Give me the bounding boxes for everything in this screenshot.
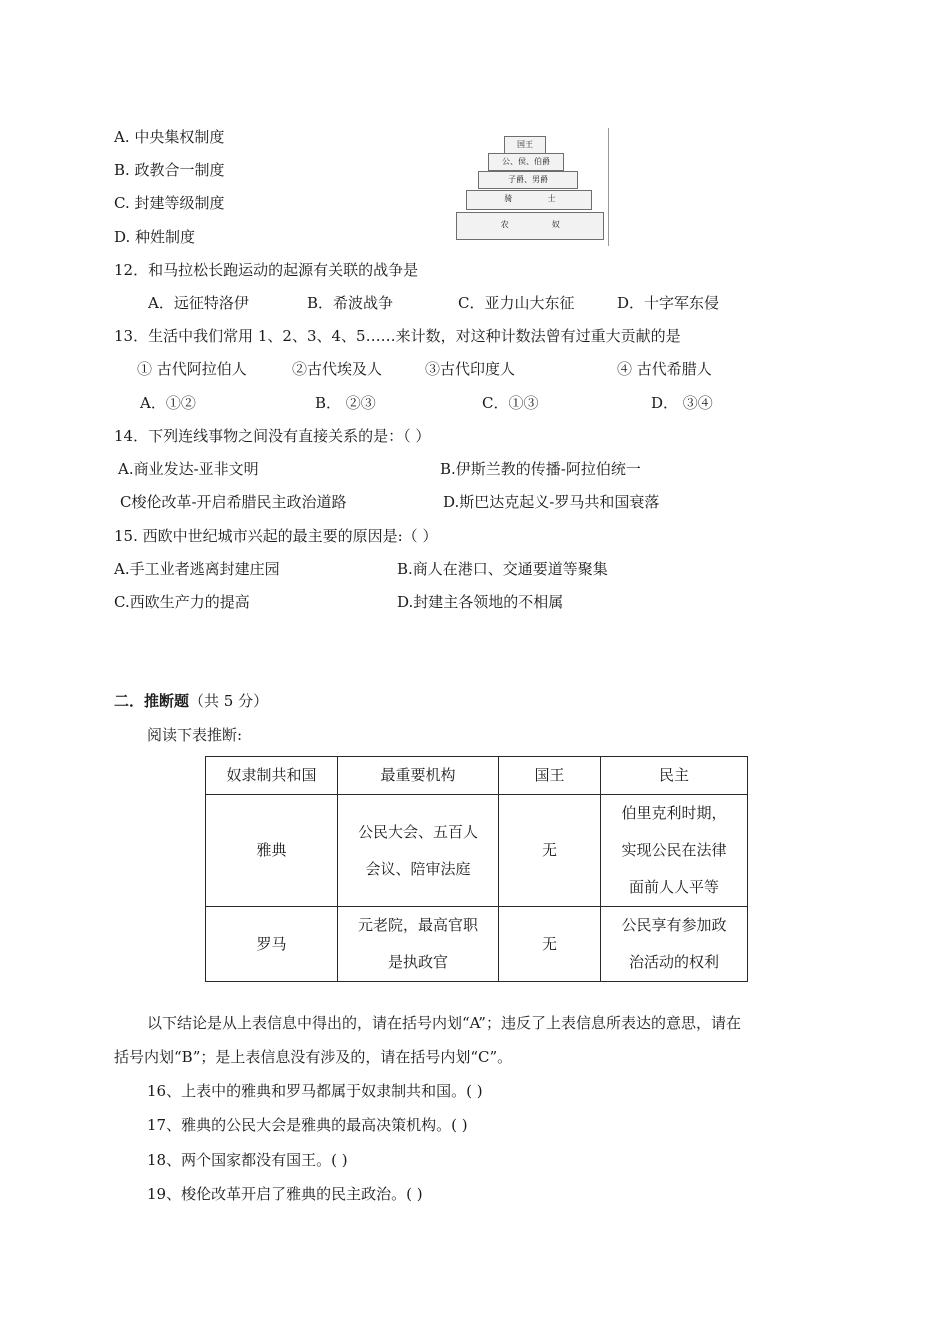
statement-16: 16、上表中的雅典和罗马都属于奴隶制共和国。( ) [147,1082,483,1100]
q12-option-c: C．亚力山大东征 [458,294,575,312]
feudal-pyramid-diagram [455,128,613,246]
q15-option-c: C.西欧生产力的提高 [114,593,250,611]
q13-option-c: C．①③ [482,394,539,412]
q12-option-d: D．十字军东侵 [617,294,720,312]
table-cell-democracy-line: 治活动的权利 [628,953,719,971]
table-cell-organ-line: 公民大会、五百人 [357,822,478,841]
table-cell-republic: 罗马 [206,907,338,982]
table-cell-republic: 雅典 [206,795,338,907]
q13-item-2: ②古代埃及人 [292,360,383,378]
table-row [206,907,748,982]
q13-option-d: D． ③④ [651,394,713,412]
pyramid-tier-dukes-label: 公、侯、伯爵 [502,157,550,166]
table-cell-organ [338,907,499,982]
table-cell-king: 无 [499,795,601,907]
q13-item-3: ③古代印度人 [425,360,516,378]
table-header-king: 国王 [499,757,601,795]
q12-option-a: A．远征特洛伊 [148,294,249,312]
q14-stem: 14．下列连线事物之间没有直接关系的是：（ ） [114,427,431,445]
pyramid-tier-dukes [488,153,564,171]
table-header-republic: 奴隶制共和国 [206,757,338,795]
pyramid-tier-viscounts [478,171,578,189]
q11-option-c: C. 封建等级制度 [114,194,225,212]
pyramid-tier-serfs [456,212,604,240]
q14-option-a: A.商业发达-亚非文明 [118,460,259,478]
table-row [206,795,748,907]
statement-19: 19、梭伦改革开启了雅典的民主政治。( ) [147,1185,423,1203]
q14-option-b: B.伊斯兰教的传播-阿拉伯统一 [440,460,641,478]
pyramid-edge-line [608,128,609,246]
q14-option-d: D.斯巴达克起义-罗马共和国衰落 [443,493,660,511]
q13-stem: 13．生活中我们常用 1、2、3、4、5……来计数，对这种计数法曾有过重大贡献的是 [114,327,681,345]
section-2-heading [114,691,268,711]
pyramid-tier-knights [466,190,592,210]
instructions-line-2: 括号内划“B”；是上表信息没有涉及的，请在括号内划“C”。 [114,1048,513,1066]
pyramid-tier-serfs-label-b: 奴 [551,220,560,229]
q14-option-c: C梭伦改革-开启希腊民主政治道路 [120,493,347,511]
q11-option-a: A. 中央集权制度 [114,128,225,146]
table-cell-democracy-line: 公民享有参加政 [621,916,727,934]
section-2-intro: 阅读下表推断: [147,726,243,744]
q13-option-a: A．①② [140,394,196,412]
republic-comparison-table [205,756,748,982]
statement-18: 18、两个国家都没有国王。( ) [147,1151,348,1169]
table-header-democracy: 民主 [601,757,748,795]
q11-option-d: D. 种姓制度 [114,228,196,246]
pyramid-tier-viscounts-label: 子爵、男爵 [508,175,548,184]
table-cell-democracy-line: 面前人人平等 [628,878,719,896]
q12-stem: 12．和马拉松长跑运动的起源有关联的战争是 [114,261,419,279]
table-cell-organ-line: 会议、陪审法庭 [365,859,471,878]
table-cell-king: 无 [499,907,601,982]
statement-17: 17、雅典的公民大会是雅典的最高决策机构。( ) [147,1116,468,1134]
table-cell-organ [338,795,499,907]
table-header-organ: 最重要机构 [338,757,499,795]
table-cell-organ-line: 是执政官 [387,953,448,971]
table-cell-democracy-line: 实现公民在法律 [621,841,727,859]
table-cell-democracy [601,907,748,982]
q15-option-b: B.商人在港口、交通要道等聚集 [397,560,608,578]
q12-option-b: B．希波战争 [307,294,394,312]
q15-option-d: D.封建主各领地的不相属 [397,593,564,611]
table-cell-democracy-line: 伯里克利时期， [621,804,727,822]
q15-option-a: A.手工业者逃离封建庄园 [114,560,280,578]
q11-option-b: B. 政教合一制度 [114,161,225,179]
pyramid-tier-serfs-label-a: 农 [500,220,509,229]
table-header-row [206,757,748,795]
table-cell-organ-line: 元老院，最高官职 [357,916,478,934]
pyramid-tier-king [504,136,546,154]
q13-item-1: ① 古代阿拉伯人 [137,360,247,378]
section-2-points: （共 5 分） [189,692,269,710]
pyramid-tier-knights-label-a: 骑 [504,194,513,203]
q15-stem: 15. 西欧中世纪城市兴起的最主要的原因是:（ ） [114,527,438,545]
q13-option-b: B． ②③ [315,394,376,412]
table-cell-democracy [601,795,748,907]
instructions-line-1: 以下结论是从上表信息中得出的，请在括号内划“A”；违反了上表信息所表达的意思，请在 [147,1014,741,1032]
q13-item-4: ④ 古代希腊人 [617,360,712,378]
section-2-title: 二．推断题 [114,692,190,710]
pyramid-tier-knights-label-b: 士 [547,194,556,203]
pyramid-tier-king-label: 国王 [517,140,533,149]
